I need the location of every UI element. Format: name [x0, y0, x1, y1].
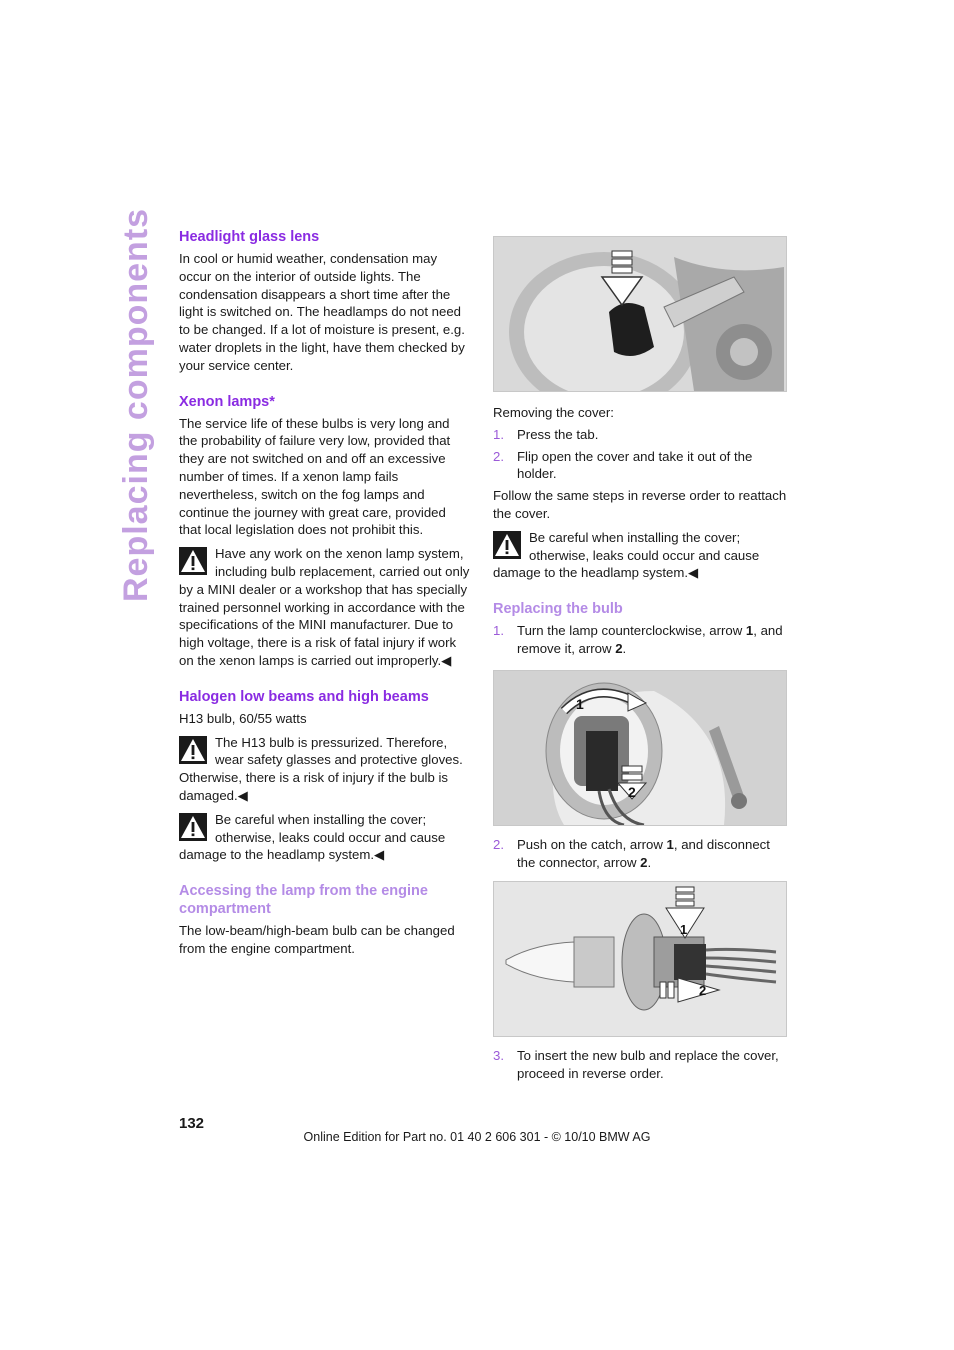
section-headlight-glass-lens	[179, 228, 471, 375]
side-chapter-title	[116, 207, 156, 602]
replacing-step1-list	[493, 622, 787, 658]
section-accessing	[179, 882, 471, 958]
paragraph-accessing: The low-beam/high-beam bulb can be changed from the engine compartment.	[179, 923, 455, 956]
arrow-label-2: 2	[628, 783, 636, 800]
step-text: Turn the lamp counterclockwise, arrow	[517, 623, 746, 639]
left-column	[179, 228, 471, 976]
heading-halogen: Halogen low beams and high beams	[179, 688, 429, 705]
disconnect-connector-illustration	[494, 882, 786, 1036]
step-number: 2.	[493, 836, 504, 852]
step-number: 1.	[493, 623, 504, 639]
section-halogen	[179, 688, 471, 864]
warning-xenon	[179, 545, 471, 670]
arrow-ref: 2	[640, 854, 648, 870]
figure-turn-lamp	[493, 670, 787, 826]
step-number: 2.	[493, 448, 504, 464]
warning-cover-left-text: Be careful when installing the cover; otherwise, leaks could occur and cause damage to the headlamp system.◀	[179, 811, 446, 863]
paragraph-headlight: In cool or humid weather, condensation may occur on the interior of outside lights. The condensation disappears a short time after the light is switched on. The headlamps do not need to be changed. If a lot of moisture is present, e.g. water droplets in the light, have them checked by your service center.	[179, 251, 465, 373]
list-item	[493, 426, 787, 444]
removing-steps-list	[493, 426, 787, 483]
turn-lamp-illustration	[494, 671, 786, 825]
list-item	[493, 836, 787, 872]
right-column	[493, 236, 787, 1087]
step-number: 1.	[493, 426, 504, 442]
step-number: 3.	[493, 1048, 504, 1064]
step-text: .	[622, 640, 627, 656]
arrow-label-1: 1	[680, 922, 688, 938]
warning-cover-right	[493, 529, 787, 582]
paragraph-xenon: The service life of these bulbs is very long and the probability of failure very low, provided that they are not switched on and off an excessive number of times. If a xenon lamp fails nevertheless, switch on the fog lamps and continue the journey with great care, provided that local legislation does not prohibit this.	[179, 415, 451, 538]
arrow-ref: 1	[666, 836, 674, 852]
chapter-title-text: Replacing components	[117, 207, 155, 602]
footer-edition: Online Edition for Part no. 01 40 2 606 301 - © 10/10 BMW AG	[303, 1130, 651, 1144]
step-text: , and disconnect the connector, arrow	[517, 836, 770, 870]
step-text: Push on the catch, arrow	[517, 836, 667, 852]
headlamp-cover-illustration	[494, 237, 786, 391]
arrow-label-2: 2	[699, 983, 707, 999]
replacing-step3-list	[493, 1047, 787, 1083]
step-text: .	[647, 854, 652, 870]
arrow-ref: 2	[615, 640, 623, 656]
step-text: To insert the new bulb and replace the cover, proceed in reverse order.	[517, 1048, 779, 1082]
step-text: Flip open the cover and take it out of the holder.	[517, 448, 753, 482]
heading-replacing-bulb: Replacing the bulb	[493, 601, 623, 618]
warning-pressurized-text: The H13 bulb is pressurized. Therefore, wear safety glasses and protective gloves. Otherwise, there is a risk of injury if the bulb is damaged.◀	[179, 734, 463, 803]
warning-xenon-text: Have any work on the xenon lamp system, including bulb replacement, carried out only by a MINI dealer or a workshop that has specially trained personnel working in accordance with the specifications of the MINI manufacturer. Due to high voltage, there is a risk of fatal injury if work on the xenon lamps is carried out improperly.◀	[179, 546, 470, 668]
bulb-spec: H13 bulb, 60/55 watts	[179, 710, 307, 726]
warning-triangle-icon	[179, 813, 207, 841]
warning-triangle-icon	[179, 547, 207, 575]
warning-cover-right-text: Be careful when installing the cover; otherwise, leaks could occur and cause damage to the headlamp system.◀	[493, 529, 760, 581]
warning-pressurized	[179, 734, 471, 805]
arrow-label-1: 1	[576, 695, 584, 712]
heading-headlight-glass-lens: Headlight glass lens	[179, 229, 320, 245]
list-item	[493, 622, 787, 658]
list-item	[493, 1047, 787, 1083]
heading-accessing: Accessing the lamp from the engine compartment	[179, 883, 428, 918]
warning-triangle-icon	[493, 531, 521, 559]
step-text: , and remove it, arrow	[517, 623, 783, 656]
list-item	[493, 448, 787, 484]
figure-removing-cover	[493, 236, 787, 392]
removing-intro: Removing the cover:	[493, 405, 614, 420]
arrow-ref: 1	[745, 623, 754, 639]
step-text: Press the tab.	[517, 426, 599, 442]
replacing-step2-list	[493, 836, 787, 872]
follow-steps: Follow the same steps in reverse order to reattach the cover.	[493, 488, 787, 521]
warning-cover-left	[179, 811, 471, 864]
section-xenon-lamps	[179, 393, 471, 670]
figure-disconnect	[493, 881, 787, 1037]
heading-xenon-lamps: Xenon lamps*	[179, 393, 275, 410]
page-number: 132	[179, 1115, 205, 1132]
warning-triangle-icon	[179, 736, 207, 764]
